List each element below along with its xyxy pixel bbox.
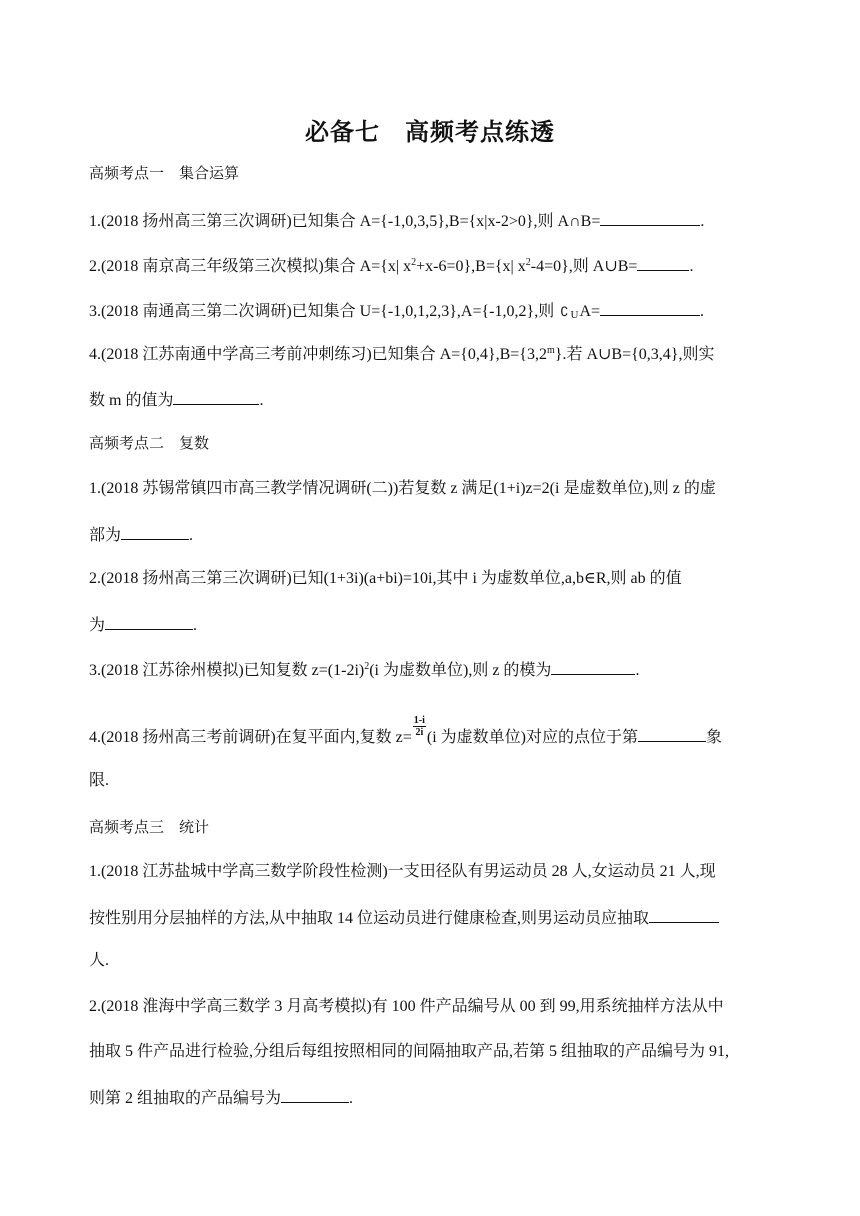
question-2-2-line-2: 为 . xyxy=(89,614,197,636)
answer-blank xyxy=(638,726,706,742)
answer-blank xyxy=(173,389,259,405)
question-3-2-line-3: 则第 2 组抽取的产品编号为 . xyxy=(89,1087,353,1109)
answer-blank xyxy=(551,659,635,675)
question-3-1-line-1: 1.(2018 江苏盐城中学高三数学阶段性检测)一支田径队有男运动员 28 人,女运动员 21 人,现 xyxy=(89,863,716,880)
answer-blank xyxy=(637,255,689,271)
question-3-2-line-2: 抽取 5 件产品进行检验,分组后每组按照相同的间隔抽取产品,若第 5 组抽取的产品编号为 91, xyxy=(89,1043,730,1060)
question-2-4-line-2: 限. xyxy=(89,772,110,789)
question-1-2: 2.(2018 南京高三年级第三次模拟)集合 A={x| $x^2+x-6=0\},B=\{x|$ $x^2-4=0$},则 A∪B= . xyxy=(89,257,694,275)
answer-blank xyxy=(121,524,189,540)
question-3-1-line-3: 人. xyxy=(89,952,110,969)
answer-blank xyxy=(600,210,700,226)
question-1-3: 3.(2018 南通高三第二次调研)已知集合 U={-1,0,1,2,3},A={-1,0,2},则 ∁ UA= . xyxy=(89,300,704,325)
answer-blank xyxy=(105,614,193,630)
question-1-1: 1.(2018 扬州高三第三次调研)已知集合 A={-1,0,3,5},B={x|x-2>0},则 A∩B= . xyxy=(89,210,704,232)
question-1-4-line-2: 数 m 的值为 . xyxy=(89,389,263,411)
section-heading-sets: 高频考点一 集合运算 xyxy=(89,164,240,182)
question-3-1-line-2: 按性别用分层抽样的方法,从中抽取 14 位运动员进行健康检查,则男运动员应抽取 xyxy=(89,907,719,929)
question-text: 1.(2018 扬州高三第三次调研)已知集合 A={-1,0,3,5},B={x|x-2>0},则 A∩B= xyxy=(89,213,601,230)
question-1-4-line-1: 4.(2018 江苏南通中学高三考前冲刺练习)已知集合 $A=\{0,4\},B=\{3,2^m\}$.若 A∪B={0,3,4},则实 xyxy=(89,345,715,363)
answer-blank xyxy=(600,300,700,316)
section-heading-complex: 高频考点二 复数 xyxy=(89,434,210,452)
question-2-3: 3.(2018 江苏徐州模拟)已知复数 $z=(1-2i)^2(i$ 为虚数单位),则 z 的模为 . xyxy=(89,661,640,679)
section-heading-statistics: 高频考点三 统计 xyxy=(89,818,210,836)
question-3-2-line-1: 2.(2018 淮海中学高三数学 3 月高考模拟)有 100 件产品编号从 00 到 99,用系统抽样方法从中 xyxy=(89,998,724,1015)
fraction: $\frac{1-i}{2i}$ xyxy=(413,714,425,738)
question-2-2-line-1: 2.(2018 扬州高三第三次调研)已知(1+3i)(a+bi)=10i,其中 i 为虚数单位,a,b∈R,则 ab 的值 xyxy=(89,570,682,587)
complement-symbol: ∁ xyxy=(560,304,569,319)
page-title: 必备七 高频考点练透 xyxy=(305,118,555,146)
question-2-1-line-1: 1.(2018 苏锡常镇四市高三教学情况调研(二))若复数 z 满足(1+i)z=2(i 是虚数单位),则 z 的虚 xyxy=(89,480,716,497)
answer-blank xyxy=(281,1087,349,1103)
answer-blank xyxy=(649,907,719,923)
question-2-1-line-2: 部为 . xyxy=(89,524,193,546)
question-2-4-line-1: 4.(2018 扬州高三考前调研)在复平面内,复数 z= $\frac{1-i}{2i}$ (i 为虚数单位)对应的点位于第 象 xyxy=(89,714,723,746)
